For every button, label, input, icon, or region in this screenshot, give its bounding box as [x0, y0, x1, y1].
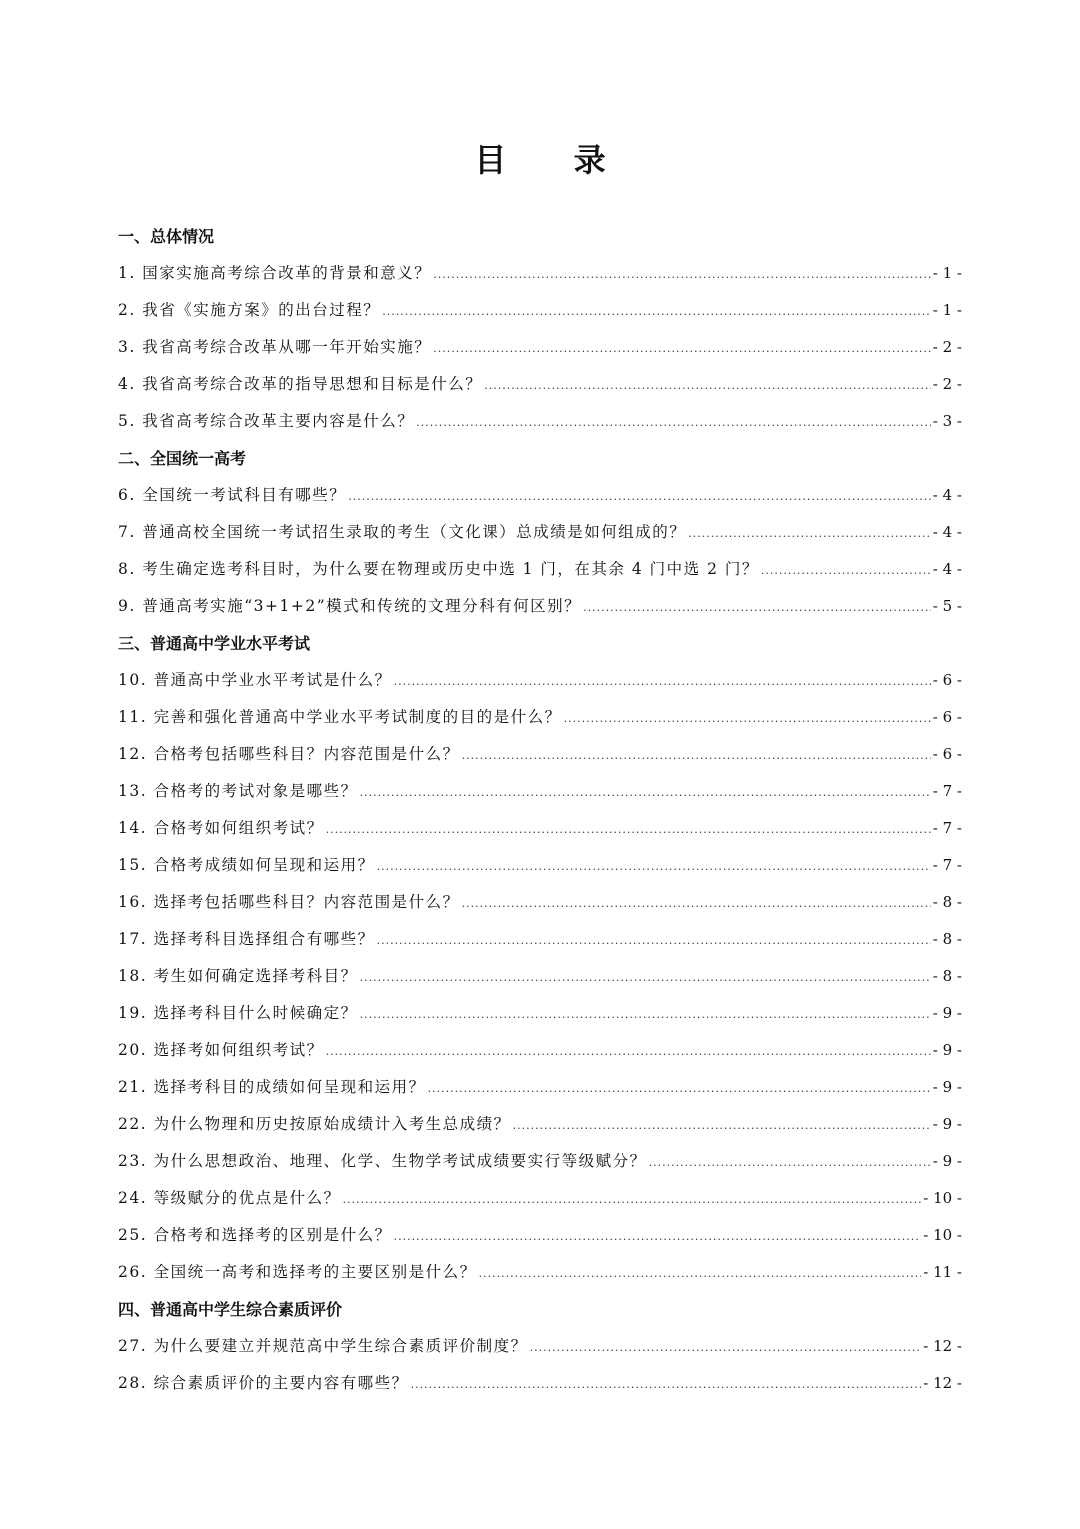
- toc-page-number: - 11 -: [923, 1263, 962, 1281]
- toc-page-number: - 12 -: [923, 1337, 962, 1355]
- dot-leader: [433, 330, 931, 367]
- dot-leader: [530, 1329, 922, 1366]
- toc-entry[interactable]: [118, 366, 962, 403]
- toc-entry[interactable]: [118, 736, 962, 773]
- toc-page-number: - 6 -: [932, 671, 962, 689]
- toc-entry-title: 2. 我省《实施方案》的出台过程？: [118, 301, 381, 319]
- dot-leader: [326, 1033, 931, 1070]
- toc-entry-title: 6. 全国统一考试科目有哪些？: [118, 486, 347, 504]
- dot-leader: [484, 367, 931, 404]
- dot-leader: [377, 922, 931, 959]
- toc-page-number: - 5 -: [932, 597, 962, 615]
- toc-entry[interactable]: [118, 1032, 962, 1069]
- toc-entry-title: 16. 选择考包括哪些科目？内容范围是什么？: [118, 893, 460, 911]
- toc-entry[interactable]: [118, 403, 962, 440]
- dot-leader: [348, 478, 931, 515]
- section-heading: 三、普通高中学业水平考试: [118, 634, 311, 653]
- section-heading: 一、总体情况: [118, 227, 215, 246]
- dot-leader: [343, 1181, 922, 1218]
- toc-page-number: - 12 -: [923, 1374, 962, 1392]
- toc-page-number: - 9 -: [932, 1152, 962, 1170]
- toc-entry[interactable]: [118, 329, 962, 366]
- toc-page-number: - 2 -: [932, 375, 962, 393]
- toc-page-number: - 9 -: [932, 1004, 962, 1022]
- toc-entry-title: 11. 完善和强化普通高中学业水平考试制度的目的是什么？: [118, 708, 562, 726]
- toc-entry-title: 19. 选择考科目什么时候确定？: [118, 1004, 358, 1022]
- toc-page-number: - 2 -: [932, 338, 962, 356]
- dot-leader: [377, 848, 931, 885]
- dot-leader: [411, 1366, 922, 1403]
- toc-page-number: - 4 -: [932, 486, 962, 504]
- toc-entry-title: 13. 合格考的考试对象是哪些？: [118, 782, 358, 800]
- dot-leader: [394, 1218, 922, 1255]
- toc-entry-title: 26. 全国统一高考和选择考的主要区别是什么？: [118, 1263, 477, 1281]
- toc-page-number: - 9 -: [932, 1115, 962, 1133]
- toc-entry[interactable]: [118, 810, 962, 847]
- toc-page-number: - 10 -: [923, 1189, 962, 1207]
- dot-leader: [394, 663, 931, 700]
- toc-entry-title: 5. 我省高考综合改革主要内容是什么？: [118, 412, 415, 430]
- toc-entry-title: 28. 综合素质评价的主要内容有哪些？: [118, 1374, 409, 1392]
- toc-page-number: - 4 -: [932, 560, 962, 578]
- toc-entry[interactable]: [118, 1365, 962, 1402]
- toc-entry-title: 21. 选择考科目的成绩如何呈现和运用？: [118, 1078, 426, 1096]
- toc-entry-title: 9. 普通高考实施“3+1+2”模式和传统的文理分科有何区别？: [118, 597, 582, 615]
- toc-entry[interactable]: [118, 847, 962, 884]
- toc-entry[interactable]: [118, 1106, 962, 1143]
- toc-entry[interactable]: [118, 1180, 962, 1217]
- section-heading: 四、普通高中学生综合素质评价: [118, 1300, 343, 1319]
- toc-page-number: - 7 -: [932, 819, 962, 837]
- toc-page-number: - 7 -: [932, 856, 962, 874]
- dot-leader: [462, 885, 931, 922]
- dot-leader: [479, 1255, 922, 1292]
- toc-page-number: - 9 -: [932, 1041, 962, 1059]
- toc-entry-title: 25. 合格考和选择考的区别是什么？: [118, 1226, 392, 1244]
- toc-page-number: - 3 -: [932, 412, 962, 430]
- toc-entry[interactable]: [118, 995, 962, 1032]
- toc-entry[interactable]: [118, 662, 962, 699]
- dot-leader: [382, 293, 931, 330]
- toc-entry[interactable]: [118, 292, 962, 329]
- table-of-contents: [118, 218, 962, 1402]
- toc-page-number: - 8 -: [932, 930, 962, 948]
- dot-leader: [360, 959, 931, 996]
- dot-leader: [649, 1144, 931, 1181]
- toc-entry-title: 12. 合格考包括哪些科目？内容范围是什么？: [118, 745, 460, 763]
- dot-leader: [688, 515, 931, 552]
- dot-leader: [761, 552, 931, 589]
- toc-entry[interactable]: [118, 551, 962, 588]
- toc-page-number: - 8 -: [932, 893, 962, 911]
- dot-leader: [462, 737, 931, 774]
- toc-entry[interactable]: [118, 1217, 962, 1254]
- dot-leader: [360, 774, 931, 811]
- toc-entry-title: 23. 为什么思想政治、地理、化学、生物学考试成绩要实行等级赋分？: [118, 1152, 647, 1170]
- page-title: 目 录: [474, 141, 634, 179]
- toc-entry[interactable]: [118, 514, 962, 551]
- dot-leader: [564, 700, 931, 737]
- toc-entry[interactable]: [118, 958, 962, 995]
- toc-page-number: - 8 -: [932, 967, 962, 985]
- toc-entry-title: 7. 普通高校全国统一考试招生录取的考生（文化课）总成绩是如何组成的？: [118, 523, 687, 541]
- dot-leader: [416, 404, 931, 441]
- dot-leader: [360, 996, 931, 1033]
- toc-entry-title: 1. 国家实施高考综合改革的背景和意义？: [118, 264, 432, 282]
- toc-entry-title: 22. 为什么物理和历史按原始成绩计入考生总成绩？: [118, 1115, 511, 1133]
- toc-entry-title: 8. 考生确定选考科目时，为什么要在物理或历史中选 1 门，在其余 4 门中选 2 门？: [118, 560, 759, 578]
- toc-entry-title: 20. 选择考如何组织考试？: [118, 1041, 324, 1059]
- toc-page-number: - 10 -: [923, 1226, 962, 1244]
- toc-entry-title: 27. 为什么要建立并规范高中学生综合素质评价制度？: [118, 1337, 528, 1355]
- dot-leader: [433, 256, 931, 293]
- toc-page-number: - 7 -: [932, 782, 962, 800]
- toc-entry-title: 3. 我省高考综合改革从哪一年开始实施？: [118, 338, 432, 356]
- toc-entry-title: 24. 等级赋分的优点是什么？: [118, 1189, 341, 1207]
- toc-entry-title: 18. 考生如何确定选择考科目？: [118, 967, 358, 985]
- toc-entry-title: 4. 我省高考综合改革的指导思想和目标是什么？: [118, 375, 483, 393]
- dot-leader: [428, 1070, 931, 1107]
- toc-entry[interactable]: [118, 699, 962, 736]
- toc-entry[interactable]: [118, 1143, 962, 1180]
- toc-page-number: - 9 -: [932, 1078, 962, 1096]
- toc-page-number: - 1 -: [932, 301, 962, 319]
- toc-entry-title: 15. 合格考成绩如何呈现和运用？: [118, 856, 375, 874]
- dot-leader: [513, 1107, 931, 1144]
- toc-entry[interactable]: [118, 1069, 962, 1106]
- toc-entry[interactable]: [118, 1254, 962, 1291]
- toc-page-number: - 1 -: [932, 264, 962, 282]
- section-heading: 二、全国统一高考: [118, 449, 247, 468]
- toc-entry[interactable]: [118, 1328, 962, 1365]
- toc-entry-title: 14. 合格考如何组织考试？: [118, 819, 324, 837]
- toc-page-number: - 4 -: [932, 523, 962, 541]
- toc-entry[interactable]: [118, 477, 962, 514]
- toc-page-number: - 6 -: [932, 745, 962, 763]
- toc-entry[interactable]: [118, 921, 962, 958]
- toc-entry[interactable]: [118, 884, 962, 921]
- toc-entry-title: 17. 选择考科目选择组合有哪些？: [118, 930, 375, 948]
- toc-page-number: - 6 -: [932, 708, 962, 726]
- dot-leader: [326, 811, 931, 848]
- toc-entry[interactable]: [118, 773, 962, 810]
- toc-entry-title: 10. 普通高中学业水平考试是什么？: [118, 671, 392, 689]
- toc-entry[interactable]: [118, 255, 962, 292]
- toc-entry[interactable]: [118, 588, 962, 625]
- dot-leader: [583, 589, 931, 626]
